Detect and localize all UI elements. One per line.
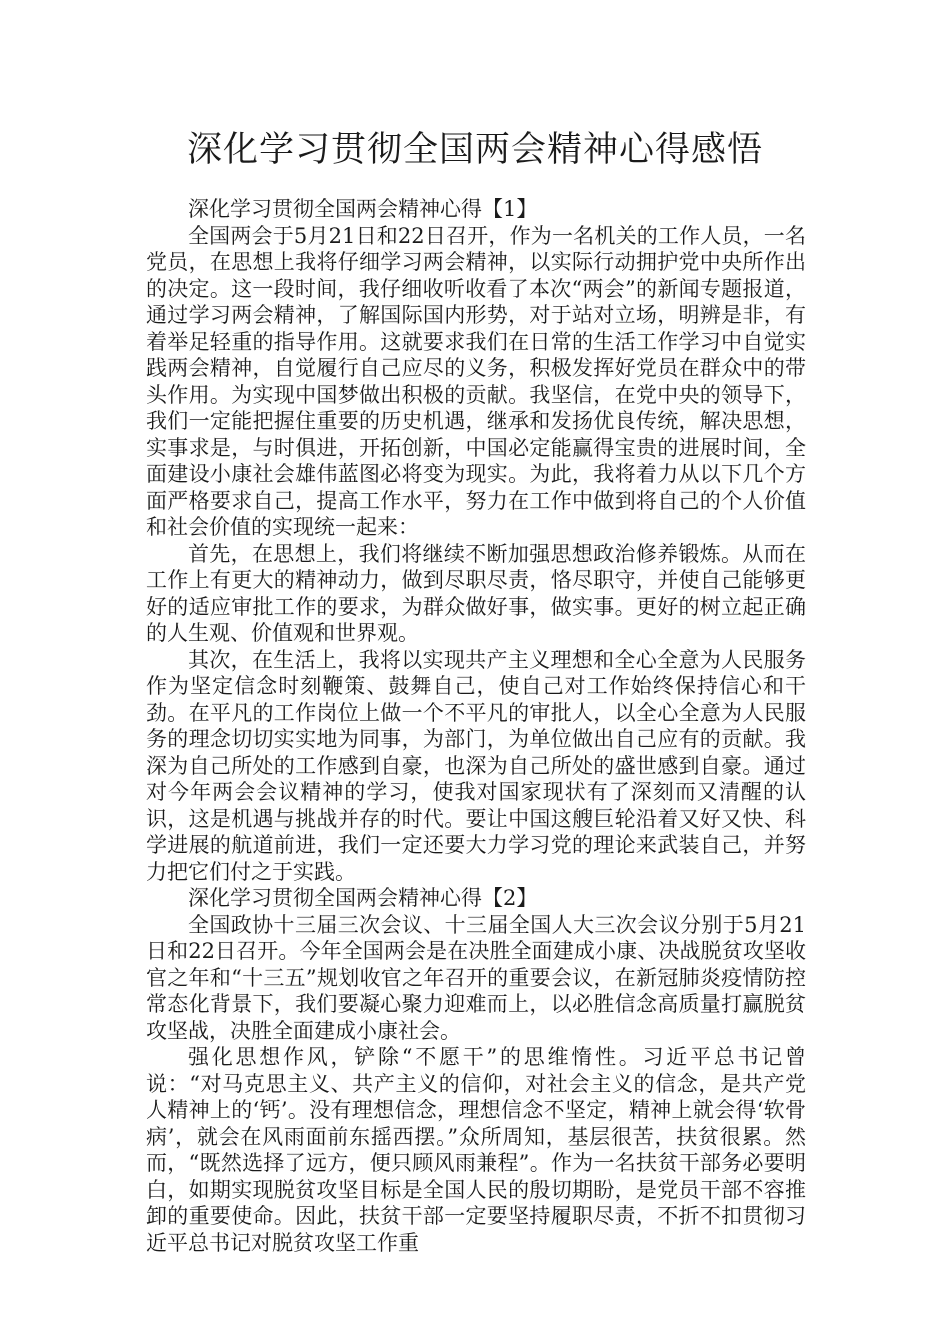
body-paragraph: 其次，在生活上，我将以实现共产主义理想和全心全意为人民服务作为坚定信念时刻鞭策、鼓舞自己，使自己对工作始终保持信心和干劲。在平凡的工作岗位上做一个不平凡的审批人，以全心全意为人民服务的理念切切实实地为同事，为部门，为单位做出自己应有的贡献。我深为自己所处的工作感到自豪，也深为自己所处的盛世感到自豪。通过对今年两会会议精神的学习，使我对国家现状有了深刻而又清醒的认识，这是机遇与挑战并存的时代。要让中国这艘巨轮沿着又好又快、科学进展的航道前进，我们一定还要大力学习党的理论来武装自己，并努力把它们付之于实践。 [146,647,806,884]
document-title: 深化学习贯彻全国两会精神心得感悟 [186,130,763,170]
section-heading: 深化学习贯彻全国两会精神心得【2】 [188,886,538,910]
section-heading: 深化学习贯彻全国两会精神心得【1】 [188,197,538,221]
body-paragraph: 强化思想作风，铲除“不愿干”的思维惰性。习近平总书记曾说：“对马克思主义、共产主义的信仰，对社会主义的信念，是共产党人精神上的‘钙’。没有理想信念，理想信念不坚定，精神上就会得‘软骨病’，就会在风雨面前东摇西摆。”众所周知，基层很苦，扶贫很累。然而，“既然选择了远方，便只顾风雨兼程”。作为一名扶贫干部务必要明白，如期实现脱贫攻坚目标是全国人民的殷切期盼，是党员干部不容推卸的重要使命。因此，扶贫干部一定要坚持履职尽责，不折不扣贯彻习近平总书记对脱贫攻坚工作重 [146,1045,806,1255]
body-paragraph: 全国两会于5月21日和22日召开，作为一名机关的工作人员，一名党员，在思想上我将仔细学习两会精神，以实际行动拥护党中央所作出的决定。这一段时间，我仔细收听收看了本次“两会”的新闻专题报道，通过学习两会精神，了解国际国内形势，对于站对立场，明辨是非，有着举足轻重的指导作用。这就要求我们在日常的生活工作学习中自觉实践两会精神，自觉履行自己应尽的义务，积极发挥好党员在群众中的带头作用。为实现中国梦做出积极的贡献。我坚信，在党中央的领导下，我们一定能把握住重要的历史机遇，继承和发扬优良传统，解决思想，实事求是，与时俱进，开拓创新，中国必定能赢得宝贵的进展时间，全面建设小康社会雄伟蓝图必将变为现实。为此，我将着力从以下几个方面严格要求自己，提高工作水平，努力在工作中做到将自己的个人价值和社会价值的实现统一起来： [146,223,806,539]
document-body [146,196,806,1256]
body-paragraph: 首先，在思想上，我们将继续不断加强思想政治修养锻炼。从而在工作上有更大的精神动力，做到尽职尽责，恪尽职守，并使自己能够更好的适应审批工作的要求，为群众做好事，做实事。更好的树立起正确的人生观、价值观和世界观。 [146,541,806,645]
body-paragraph: 全国政协十三届三次会议、十三届全国人大三次会议分别于5月21日和22日召开。今年全国两会是在决胜全面建成小康、决战脱贫攻坚收官之年和“十三五”规划收官之年召开的重要会议，在新冠肺炎疫情防控常态化背景下，我们要凝心聚力迎难而上，以必胜信念高质量打赢脱贫攻坚战，决胜全面建成小康社会。 [146,912,806,1043]
